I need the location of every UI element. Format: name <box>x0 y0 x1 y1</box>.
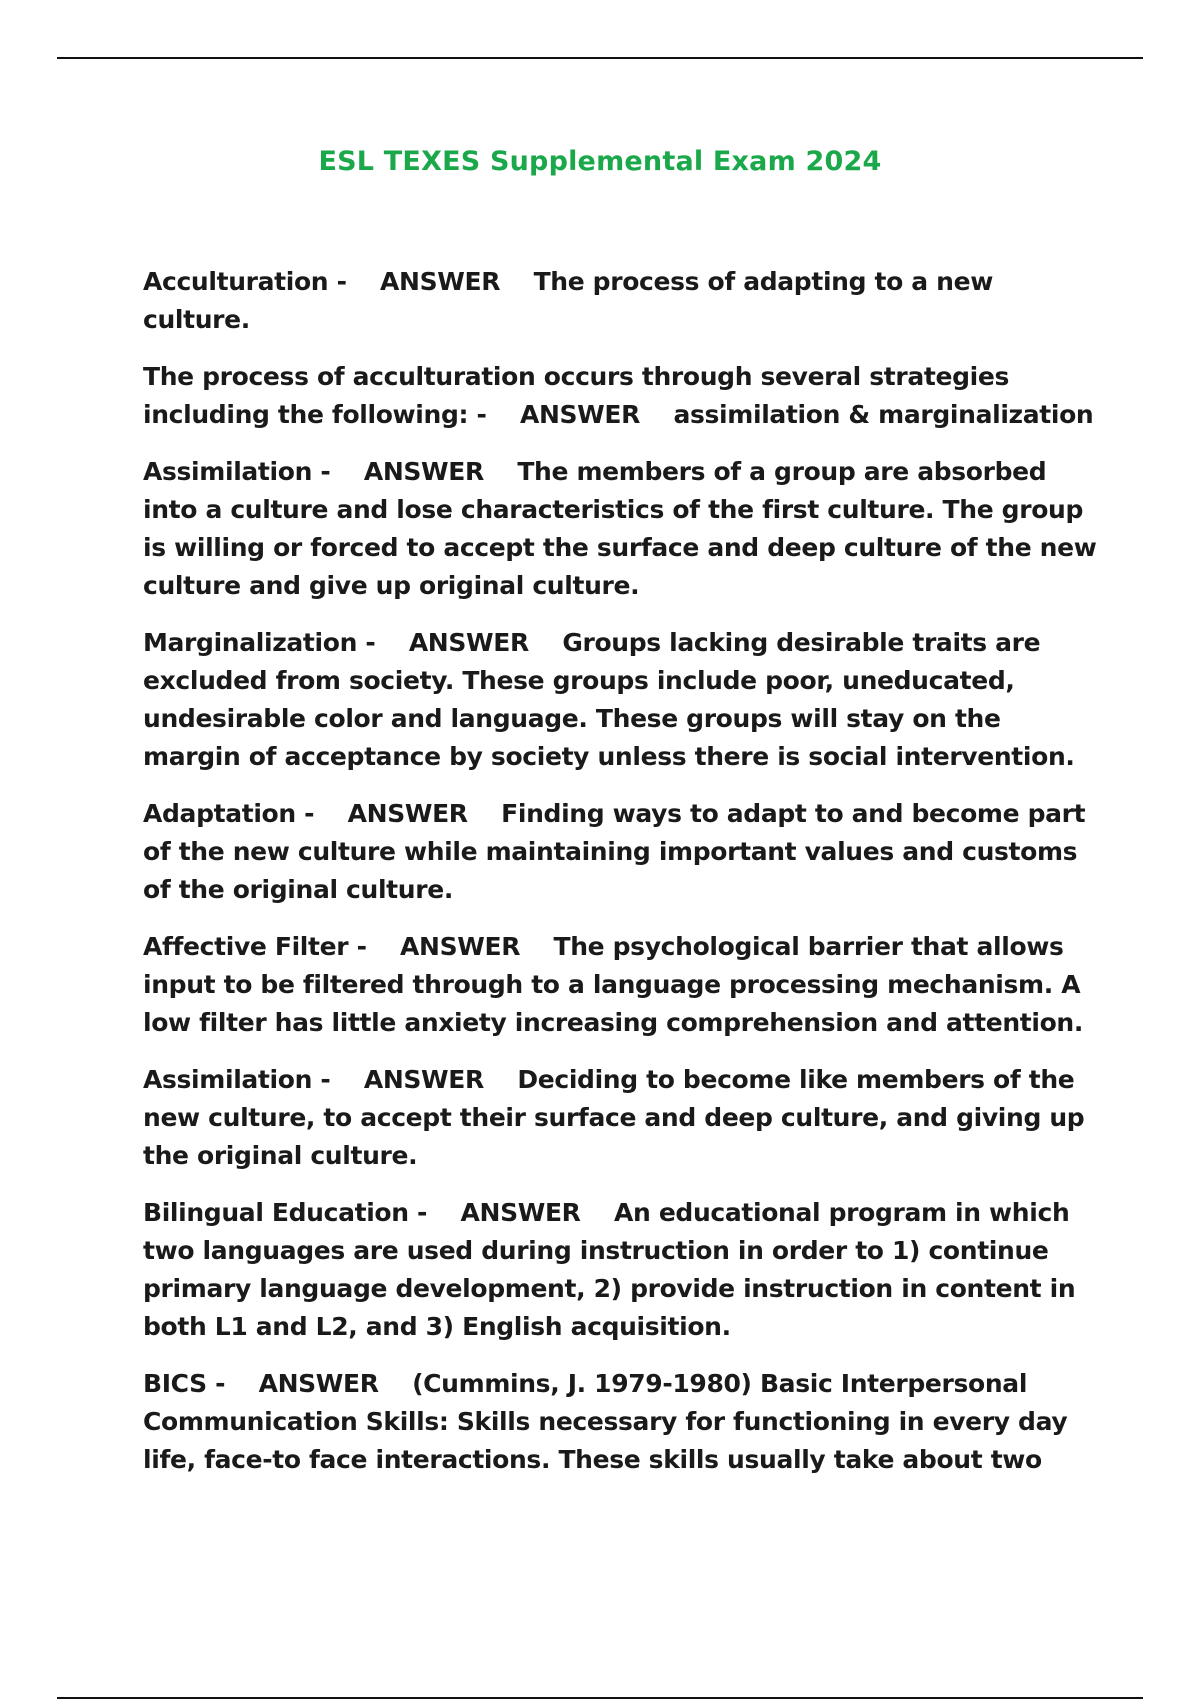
answer-label: ANSWER <box>519 400 641 429</box>
entry-definition: The members of a group are absorbed into a culture and lose characteristics of the first culture. The group is willing or forced to accept the surface and deep culture of the new culture and give up original culture. <box>143 457 1097 600</box>
qa-entry: Adaptation - ANSWER Finding ways to adapt to and become part of the new culture while maintaining important values and customs of the original culture. <box>143 799 1086 904</box>
entry-definition: The psychological barrier that allows input to be filtered through to a language processing mechanism. A low filter has little anxiety increasing comprehension and attention. <box>143 932 1084 1037</box>
entry-term: Affective Filter <box>143 932 349 961</box>
entry-term: Acculturation <box>143 267 329 296</box>
qa-entry: Affective Filter - ANSWER The psychological barrier that allows input to be filtered through to a language processing mechanism. A low filter has little anxiety increasing comprehension and attention. <box>143 932 1084 1037</box>
entry-term: Bilingual Education <box>143 1198 409 1227</box>
entry-definition: Deciding to become like members of the new culture, to accept their surface and deep culture, and giving up the original culture. <box>143 1065 1085 1170</box>
qa-entry: Assimilation - ANSWER The members of a group are absorbed into a culture and lose characteristics of the first culture. The group is willing or forced to accept the surface and deep culture of the new culture and give up original culture. <box>143 457 1097 600</box>
bottom-rule <box>57 1697 1143 1699</box>
entry-term: Adaptation <box>143 799 296 828</box>
entry-definition: An educational program in which two languages are used during instruction in order to 1) continue primary language development, 2) provide instruction in content in both L1 and L2, and 3) English acquisition. <box>143 1198 1076 1341</box>
entry-definition: assimilation & marginalization <box>673 400 1094 429</box>
answer-label: ANSWER <box>380 267 501 296</box>
entry-term: BICS <box>143 1369 207 1398</box>
answer-label: ANSWER <box>460 1198 581 1227</box>
entry-term: Assimilation <box>143 457 313 486</box>
qa-entry: BICS - ANSWER (Cummins, J. 1979-1980) Basic Interpersonal Communication Skills: Skills necessary for functioning in every day life, face-to face interactions. These skills usually take about two <box>143 1369 1068 1474</box>
entry-definition: Groups lacking desirable traits are excluded from society. These groups include poor, uneducated, undesirable color and language. These groups will stay on the margin of acceptance by society unless there is social intervention. <box>143 628 1075 771</box>
answer-label: ANSWER <box>408 628 529 657</box>
answer-label: ANSWER <box>400 932 521 961</box>
entry-definition: (Cummins, J. 1979-1980) Basic Interpersonal Communication Skills: Skills necessary for functioning in every day life, face-to face interactions. These skills usually take about two <box>143 1369 1068 1474</box>
answer-label: ANSWER <box>347 799 468 828</box>
entry-definition: The process of adapting to a new culture. <box>143 267 993 334</box>
qa-list <box>143 263 1103 1498</box>
entry-term: Marginalization <box>143 628 358 657</box>
entry-term: Assimilation <box>143 1065 313 1094</box>
qa-entry: Acculturation - ANSWER The process of adapting to a new culture. <box>143 267 993 334</box>
answer-label: ANSWER <box>363 457 484 486</box>
entry-term: The process of acculturation occurs through several strategies including the following: <box>143 362 1009 429</box>
answer-label: ANSWER <box>258 1369 379 1398</box>
entry-definition: Finding ways to adapt to and become part of the new culture while maintaining important values and customs of the original culture. <box>143 799 1086 904</box>
document-title: ESL TEXES Supplemental Exam 2024 <box>318 146 882 177</box>
qa-entry: Bilingual Education - ANSWER An educational program in which two languages are used during instruction in order to 1) continue primary language development, 2) provide instruction in content in both L1 and L2, and 3) English acquisition. <box>143 1198 1076 1341</box>
qa-entry: The process of acculturation occurs through several strategies including the following: - ANSWER assimilation & marginalization <box>143 362 1094 429</box>
top-rule <box>57 57 1143 59</box>
qa-entry: Assimilation - ANSWER Deciding to become like members of the new culture, to accept their surface and deep culture, and giving up the original culture. <box>143 1065 1085 1170</box>
answer-label: ANSWER <box>363 1065 484 1094</box>
qa-entry: Marginalization - ANSWER Groups lacking desirable traits are excluded from society. These groups include poor, uneducated, undesirable color and language. These groups will stay on the margin of acceptance by society unless there is social intervention. <box>143 628 1075 771</box>
